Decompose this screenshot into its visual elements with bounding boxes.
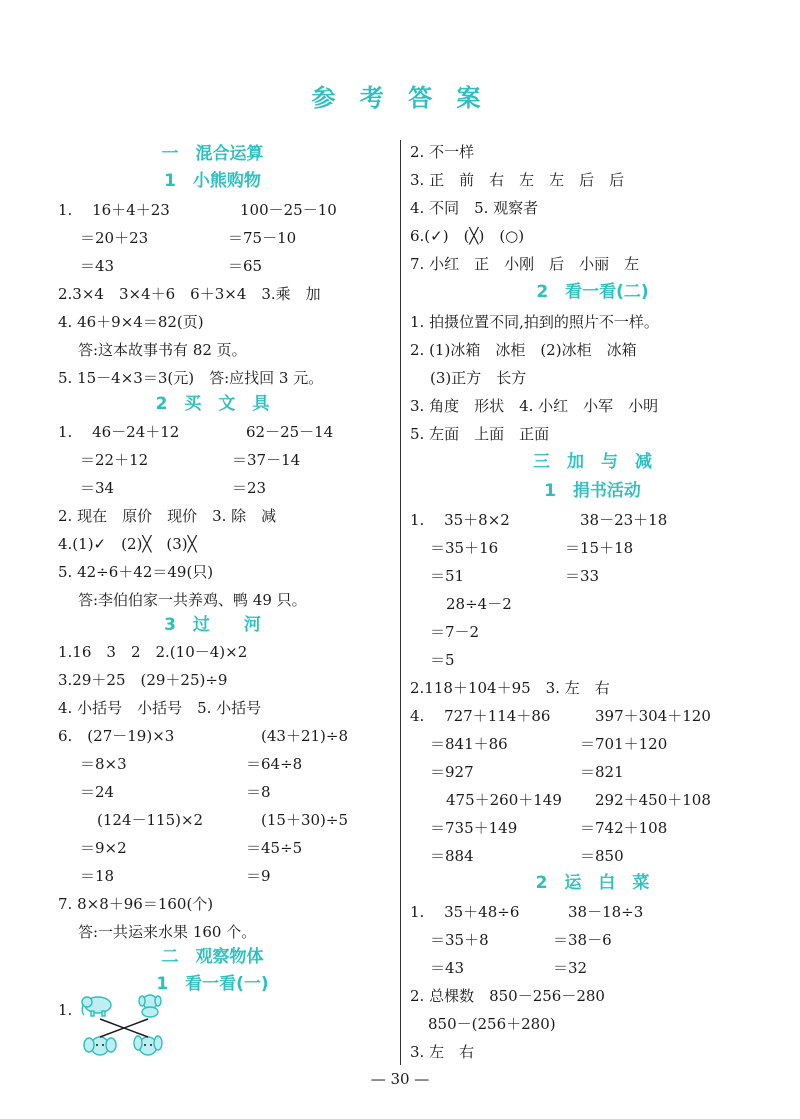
answer-line: 2.3×4 3×4＋6 6＋3×4 3.乘 加 [58, 285, 321, 303]
answer-line: 1. 35＋48÷6 [410, 903, 520, 921]
answer-line: ＝7－2 [430, 623, 480, 641]
answer-line: 5. 42÷6＋42＝49(只) [58, 563, 214, 581]
answer-line: 1.16 3 2 2.(10－4)×2 [58, 643, 248, 661]
answer-line: 答:一共运来水果 160 个。 [78, 923, 257, 941]
answer-line: ＝9 [246, 867, 271, 885]
section-heading-add-subtract: 三 加 与 减 [533, 452, 652, 472]
lesson-heading-donate-books: 1 捐书活动 [544, 481, 641, 501]
answer-line: ＝64÷8 [246, 755, 303, 773]
answer-line: (15＋30)÷5 [261, 811, 348, 829]
answer-line: 1. 16＋4＋23 [58, 201, 170, 219]
answer-line: ＝841＋86 [430, 735, 508, 753]
answer-line: (43＋21)÷8 [261, 727, 348, 745]
answer-line: ＝24 [80, 783, 115, 801]
answer-line: 2. (1)冰箱 冰柜 (2)冰柜 冰箱 [410, 341, 637, 359]
answer-line: ＝34 [80, 479, 115, 497]
answer-line: 5. 左面 上面 正面 [410, 425, 550, 443]
answer-line: 3. 左 右 [410, 1043, 475, 1061]
answer-line: 28÷4－2 [446, 595, 512, 613]
answer-line: 1. 46－24＋12 [58, 423, 180, 441]
answer-line: 292＋450＋108 [595, 791, 711, 809]
answer-line: 3. 角度 形状 4. 小红 小军 小明 [410, 397, 659, 415]
answer-line: ＝821 [580, 763, 624, 781]
answer-line: ＝742＋108 [580, 819, 668, 837]
answer-line: 4. 不同 5. 观察者 [410, 199, 539, 217]
answer-line: 38－23＋18 [580, 511, 668, 529]
page-title: 参 考 答 案 [311, 84, 489, 112]
answer-line: 5. 15－4×3＝3(元) 答:应找回 3 元。 [58, 369, 324, 387]
answer-line: 397＋304＋120 [595, 707, 711, 725]
answer-line: 2.118＋104＋95 3. 左 右 [410, 679, 610, 697]
answer-line: ＝884 [430, 847, 474, 865]
lesson-heading-look-two: 2 看一看(二) [536, 282, 649, 302]
answer-line: 3.29＋25 (29＋25)÷9 [58, 671, 228, 689]
lesson-heading-look-one: 1 看一看(一) [156, 974, 269, 994]
answer-line: 1. 35＋8×2 [410, 511, 510, 529]
answer-line: ＝5 [430, 651, 455, 669]
answer-line: 6.(✓) (╳) (○) [410, 227, 525, 245]
answer-line: ＝15＋18 [565, 539, 634, 557]
answer-line: 100－25－10 [240, 201, 337, 219]
answer-line: 答:这本故事书有 82 页。 [78, 341, 247, 359]
answer-line: ＝75－10 [228, 229, 297, 247]
page-number: — 30 — [370, 1070, 430, 1088]
lesson-heading-carry-cabbage: 2 运 白 菜 [535, 873, 650, 893]
answer-line: ＝45÷5 [246, 839, 303, 857]
answer-line: ＝735＋149 [430, 819, 518, 837]
section-heading-mixed-operations: 一 混合运算 [161, 144, 264, 164]
answer-line: ＝33 [565, 567, 600, 585]
answer-line: 475＋260＋149 [446, 791, 562, 809]
answer-line: 4. 46＋9×4＝82(页) [58, 313, 204, 331]
column-divider [400, 140, 401, 1065]
answer-line: ＝43 [80, 257, 115, 275]
answer-line: 2. 不一样 [410, 143, 475, 161]
answer-line: 38－18÷3 [568, 903, 644, 921]
answer-line: ＝8×3 [80, 755, 127, 773]
answer-line: 1. 拍摄位置不同,拍到的照片不一样。 [410, 313, 659, 331]
answer-line: ＝20＋23 [80, 229, 149, 247]
answer-line: ＝37－14 [232, 451, 301, 469]
answer-line: ＝23 [232, 479, 267, 497]
answer-line: 4. 小括号 小括号 5. 小括号 [58, 699, 262, 717]
animal-matching-picture [78, 993, 168, 1059]
answer-line: ＝850 [580, 847, 624, 865]
answer-line: 7. 小红 正 小刚 后 小丽 左 [410, 255, 640, 273]
answer-line: 850－(256＋280) [428, 1015, 556, 1033]
answer-line: ＝35＋16 [430, 539, 499, 557]
answer-line: 4. 727＋114＋86 [410, 707, 551, 725]
answer-line: ＝38－6 [553, 931, 612, 949]
answer-line: 4.(1)✓ (2)╳ (3)╳ [58, 535, 197, 553]
answer-line: 7. 8×8＋96＝160(个) [58, 895, 214, 913]
answer-line: ＝9×2 [80, 839, 127, 857]
answer-line: ＝22＋12 [80, 451, 149, 469]
answer-line: ＝18 [80, 867, 115, 885]
answer-line: ＝65 [228, 257, 263, 275]
answer-line: (124－115)×2 [97, 811, 204, 829]
answer-line: ＝35＋8 [430, 931, 489, 949]
answer-line: 62－25－14 [246, 423, 334, 441]
answer-line: ＝32 [553, 959, 588, 977]
answer-line: (3)正方 长方 [430, 369, 527, 387]
answer-line: ＝927 [430, 763, 474, 781]
answer-line: 3. 正 前 右 左 左 后 后 [410, 171, 625, 189]
answer-line: ＝51 [430, 567, 465, 585]
lesson-heading-bear-shopping: 1 小熊购物 [164, 171, 261, 191]
answer-line: 6. (27－19)×3 [58, 727, 175, 745]
answer-line: 1. [58, 1001, 73, 1019]
answer-line: 答:李伯伯家一共养鸡、鸭 49 只。 [78, 591, 307, 609]
answer-line: ＝701＋120 [580, 735, 668, 753]
section-heading-observe-objects: 二 观察物体 [161, 947, 264, 967]
answer-line: 2. 现在 原价 现价 3. 除 减 [58, 507, 277, 525]
answer-line: ＝43 [430, 959, 465, 977]
answer-line: ＝8 [246, 783, 271, 801]
answer-line: 2. 总棵数 850－256－280 [410, 987, 605, 1005]
lesson-heading-buy-stationery: 2 买 文 具 [155, 394, 270, 414]
lesson-heading-cross-river: 3 过 河 [164, 615, 261, 635]
